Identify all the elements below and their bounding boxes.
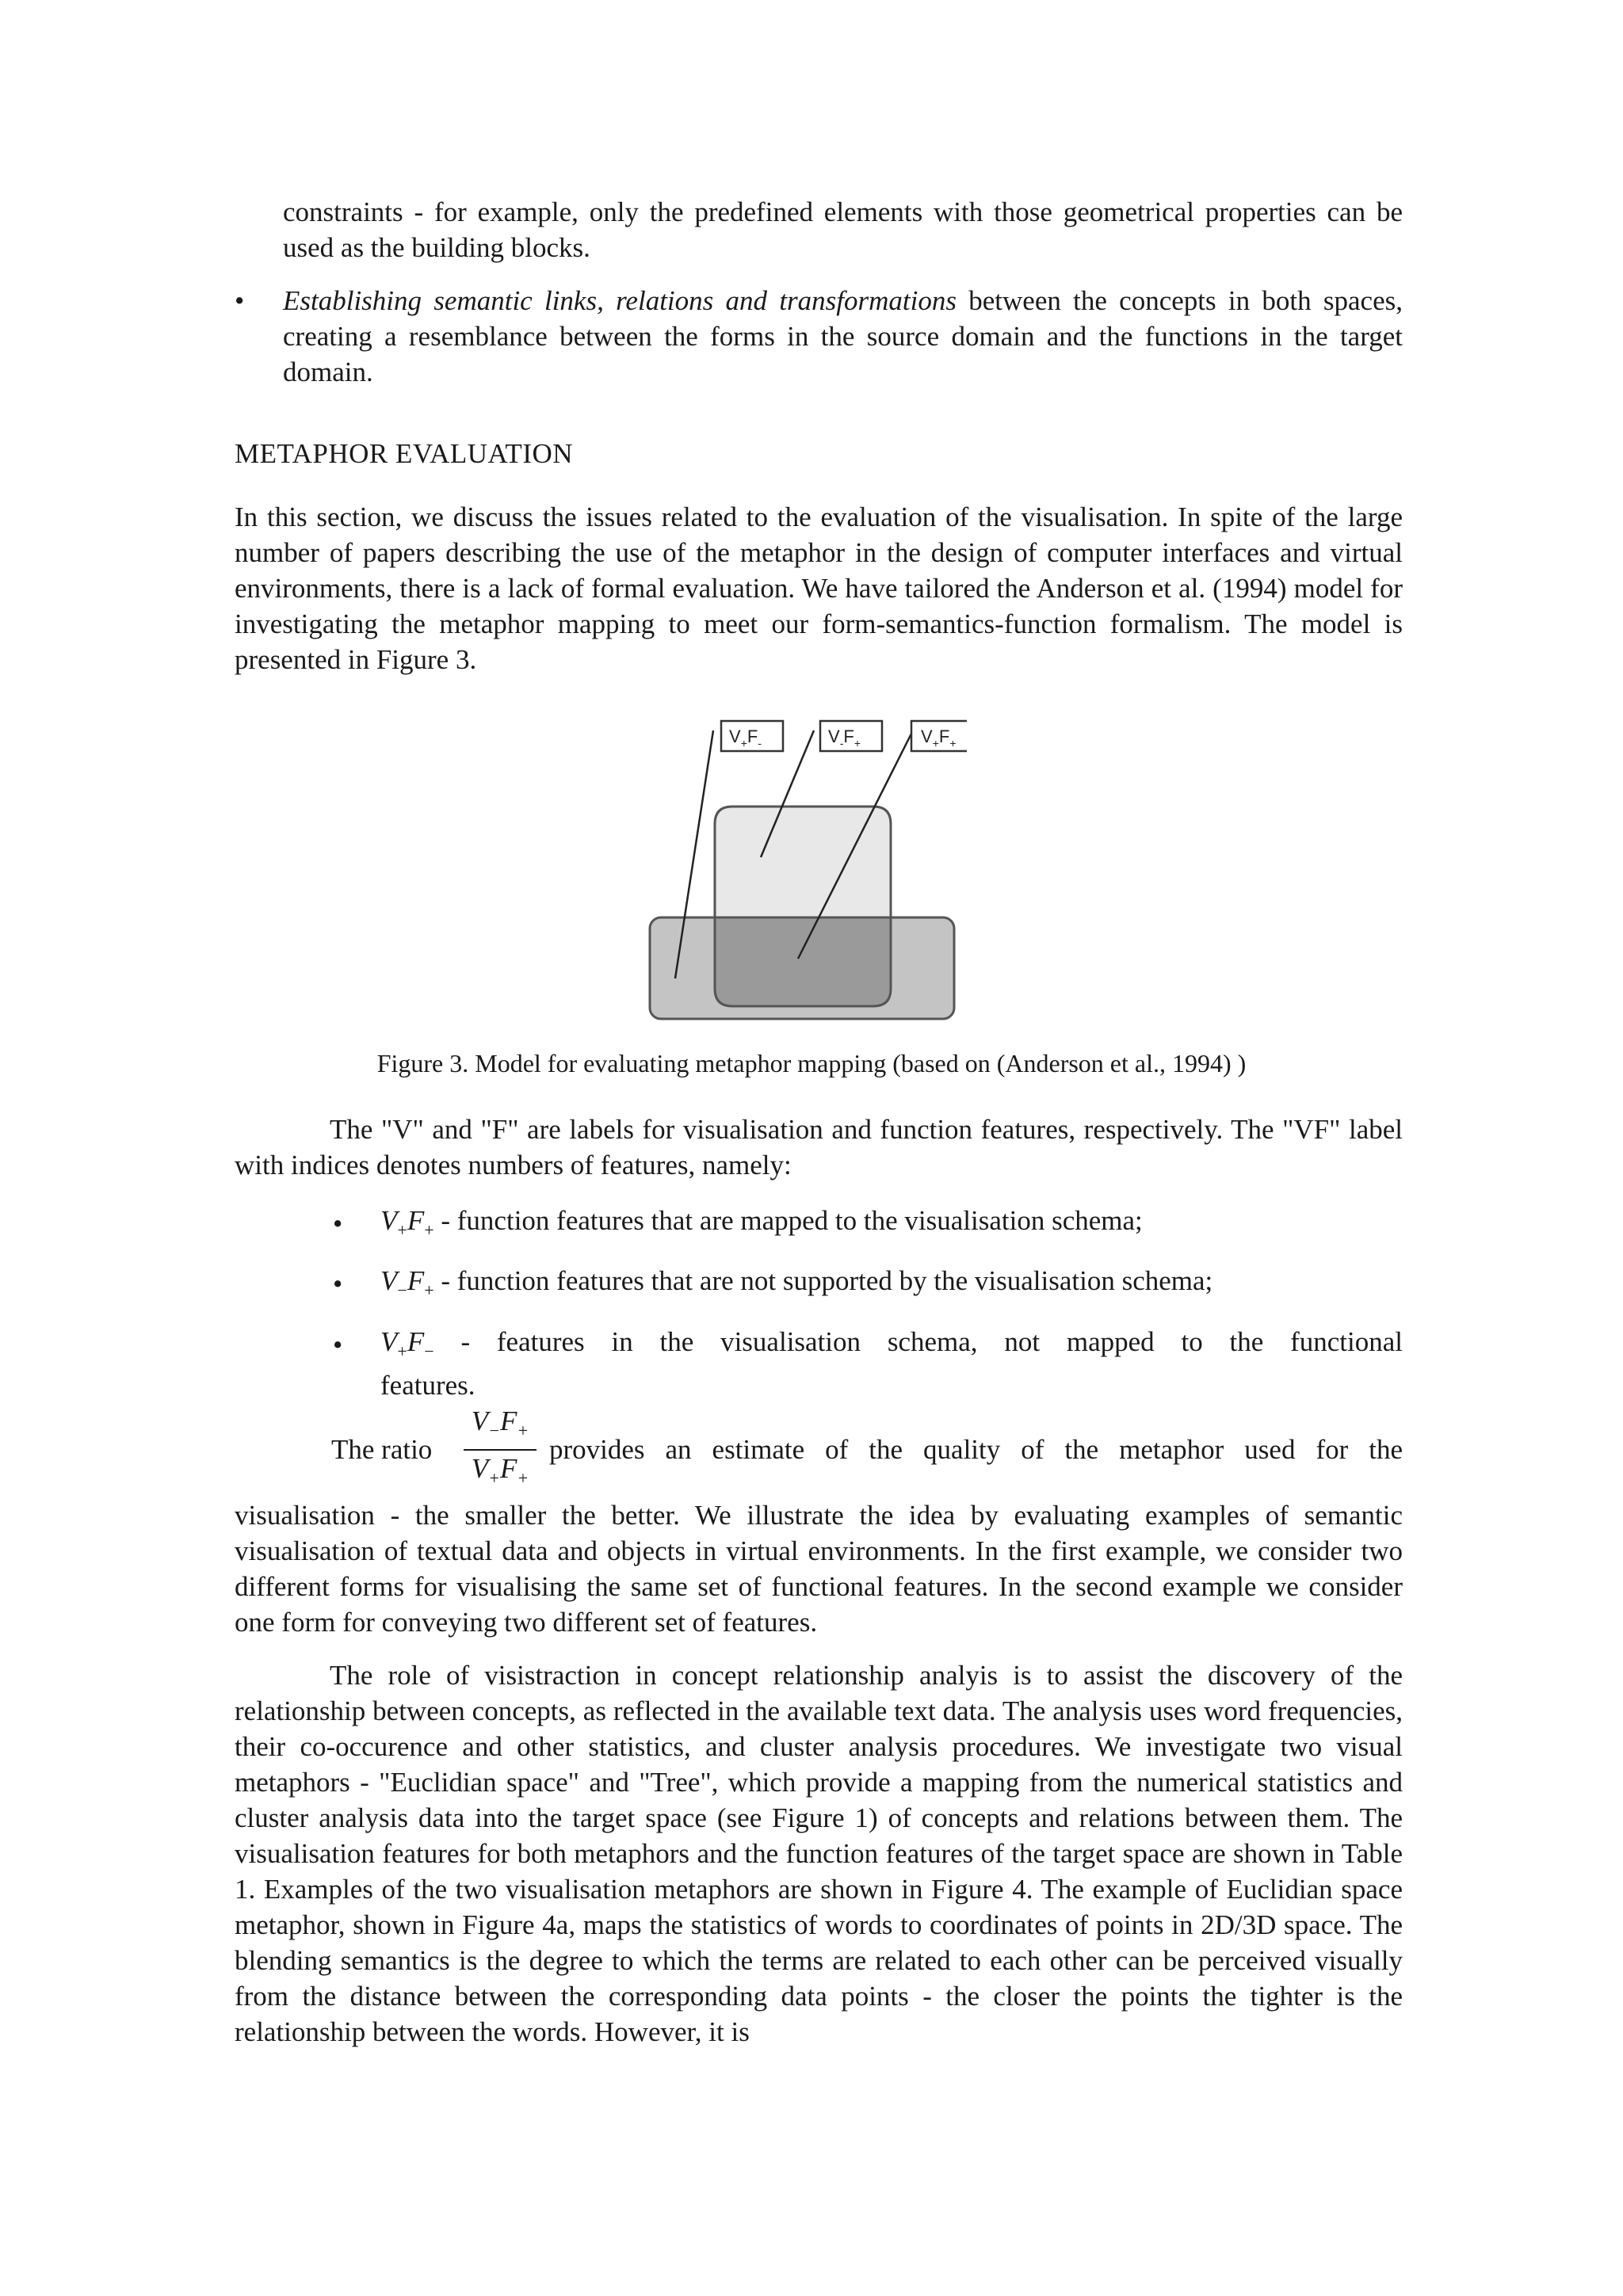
ratio-suffix: provides an estimate of the quality of the metaphor used for the	[549, 1434, 1403, 1465]
item-bullet: •	[333, 1208, 343, 1239]
ratio-prefix: The ratio	[331, 1434, 433, 1465]
ratio-continuation-paragraph: visualisation - the smaller the better. We illustrate the idea by evaluating examples of semantic visualisation of textual data and objects in virtual environments. In the first example, we consider two different forms for visualising the same set of functional features. In the second example we consider one form for conveying two different set of features.	[235, 1500, 1403, 1638]
item-vplus-fminus: $V_+F_-$ - features in the visualisation schema, not mapped to the functional	[380, 1326, 1403, 1361]
label-vplus-fminus: $V_+F_-$	[729, 727, 762, 749]
item-bullet: •	[333, 1329, 343, 1360]
item-vminus-fplus: $V_-F_+$ - function features that are not supported by the visualisation schema;	[380, 1265, 1213, 1300]
label-vplus-fplus: $V_+F_+$	[921, 727, 957, 749]
bullet-semantic-italic: Establishing semantic links, relations and transformations	[283, 285, 957, 316]
item-bullet: •	[333, 1268, 343, 1299]
ratio-numerator: $V_-F_+$	[471, 1405, 529, 1440]
ratio-denominator: $V_+F_+$	[471, 1453, 529, 1488]
bullet-semantic-links	[283, 283, 1403, 390]
item-vplus-fminus-continuation: features.	[380, 1370, 475, 1401]
overlap-area	[715, 917, 891, 1006]
bullet-marker: •	[235, 285, 245, 316]
section-heading: METAPHOR EVALUATION	[235, 438, 574, 469]
bullet-semantic-text: between the concepts in both spaces, creating a resemblance between the forms in the source domain and the functions in the target domain.	[283, 285, 1403, 387]
role-paragraph	[235, 1657, 1403, 2050]
label-vminus-fplus: $V_-F_+$	[828, 727, 861, 749]
bullet-continuation: constraints - for example, only the predefined elements with those geometrical properties can be used as the building blocks.	[283, 196, 1403, 263]
labels-paragraph-text: The "V" and "F" are labels for visualisation and function features, respectively. The "VF" label with indices denotes numbers of features, namely:	[235, 1114, 1403, 1180]
role-paragraph-text: The role of visistraction in concept relationship analyis is to assist the discovery of the relationship between concepts, as reflected in the available text data. The analysis uses word frequencies, their co-occurence and other statistics, and cluster analysis procedures. We investigate two visual metaphors - "Euclidian space" and "Tree", which provide a mapping from the numerical statistics and cluster analysis data into the target space (see Figure 1) of concepts and relations between them. The visualisation features for both metaphors and the function features of the target space are shown in Table 1. Examples of the two visualisation metaphors are shown in Figure 4. The example of Euclidian space metaphor, shown in Figure 4a, maps the statistics of words to coordinates of points in 2D/3D space. The blending semantics is the degree to which the terms are related to each other can be perceived visually from the distance between the corresponding data points - the closer the points the tighter is the relationship between the words. However, it is	[235, 1660, 1403, 2047]
ratio-fraction-bar	[464, 1449, 537, 1451]
item-vplus-fplus: $V_+F_+$ - function features that are mapped to the visualisation schema;	[380, 1205, 1143, 1240]
intro-paragraph: In this section, we discuss the issues related to the evaluation of the visualisation. In spite of the large number of papers describing the use of the metaphor in the design of computer interfaces and virtual environments, there is a lack of formal evaluation. We have tailored the Anderson et al. (1994) model for investigating the metaphor mapping to meet our form-semantics-function formalism. The model is presented in Figure 3.	[235, 502, 1403, 675]
figure-3-caption: Figure 3. Model for evaluating metaphor mapping (based on (Anderson et al., 1994) )	[376, 1049, 1247, 1077]
function-feature-area	[715, 807, 891, 917]
labels-paragraph	[235, 1112, 1403, 1183]
figure-3-diagram	[634, 713, 967, 1030]
